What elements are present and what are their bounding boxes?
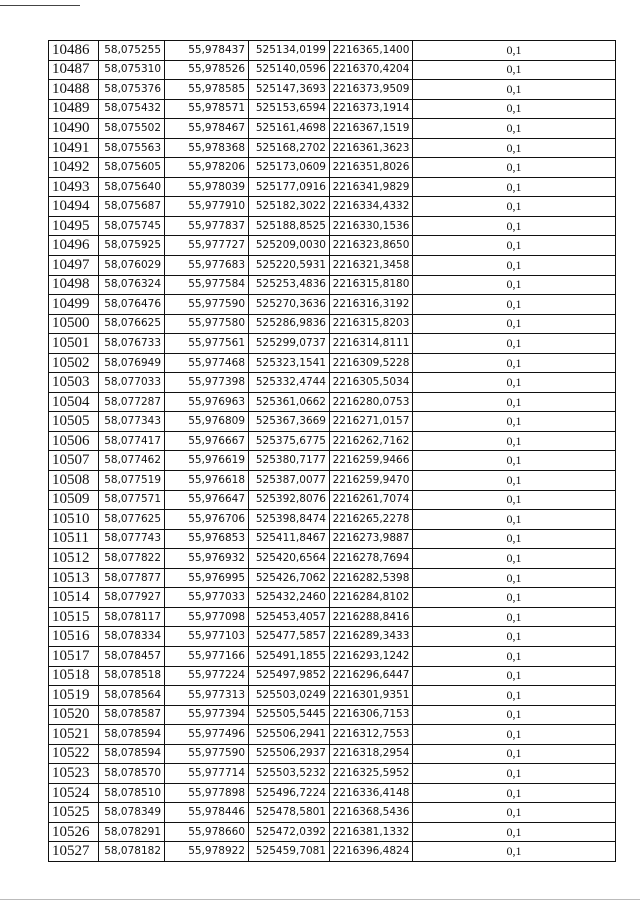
table-row [49,138,616,158]
precision-cell: 0,1 [413,216,616,236]
table-row [49,646,616,666]
point-number: 10490 [49,119,99,139]
point-number: 10509 [49,490,99,510]
point-number: 10512 [49,549,99,569]
y-coordinate-cell: 2216315,8180 [330,275,413,295]
x-coordinate-cell: 525472,0392 [249,822,330,842]
longitude-cell: 55,977683 [165,256,249,276]
point-number: 10510 [49,510,99,530]
precision-cell: 0,1 [413,471,616,491]
y-coordinate-cell: 2216293,1242 [330,646,413,666]
table-row [49,60,616,80]
x-coordinate-cell: 525209,0030 [249,236,330,256]
y-coordinate-cell: 2216284,8102 [330,588,413,608]
longitude-cell: 55,977394 [165,705,249,725]
point-number: 10497 [49,256,99,276]
precision-cell: 0,1 [413,764,616,784]
table-row [49,158,616,178]
point-number: 10503 [49,373,99,393]
longitude-cell: 55,978039 [165,177,249,197]
table-row [49,373,616,393]
y-coordinate-cell: 2216361,3623 [330,138,413,158]
latitude-cell: 58,075687 [99,197,165,217]
x-coordinate-cell: 525380,7177 [249,451,330,471]
precision-cell: 0,1 [413,412,616,432]
longitude-cell: 55,976619 [165,451,249,471]
latitude-cell: 58,077625 [99,510,165,530]
x-coordinate-cell: 525432,2460 [249,588,330,608]
point-number: 10508 [49,471,99,491]
point-number: 10493 [49,177,99,197]
longitude-cell: 55,977727 [165,236,249,256]
x-coordinate-cell: 525459,7081 [249,842,330,862]
table-row [49,666,616,686]
x-coordinate-cell: 525332,4744 [249,373,330,393]
latitude-cell: 58,077877 [99,568,165,588]
point-number: 10494 [49,197,99,217]
precision-cell: 0,1 [413,783,616,803]
table-row [49,236,616,256]
x-coordinate-cell: 525491,1855 [249,646,330,666]
x-coordinate-cell: 525375,6775 [249,431,330,451]
x-coordinate-cell: 525323,1541 [249,353,330,373]
table-row [49,80,616,100]
precision-cell: 0,1 [413,510,616,530]
table-row [49,725,616,745]
latitude-cell: 58,078291 [99,822,165,842]
y-coordinate-cell: 2216309,5228 [330,353,413,373]
y-coordinate-cell: 2216318,2954 [330,744,413,764]
table-row [49,783,616,803]
y-coordinate-cell: 2216265,2278 [330,510,413,530]
latitude-cell: 58,077571 [99,490,165,510]
precision-cell: 0,1 [413,744,616,764]
table-row [49,216,616,236]
x-coordinate-cell: 525177,0916 [249,177,330,197]
longitude-cell: 55,976963 [165,392,249,412]
point-number: 10515 [49,607,99,627]
table-row [49,686,616,706]
point-number: 10492 [49,158,99,178]
y-coordinate-cell: 2216306,7153 [330,705,413,725]
x-coordinate-cell: 525367,3669 [249,412,330,432]
precision-cell: 0,1 [413,353,616,373]
longitude-cell: 55,976618 [165,471,249,491]
longitude-cell: 55,976647 [165,490,249,510]
x-coordinate-cell: 525496,7224 [249,783,330,803]
longitude-cell: 55,976667 [165,431,249,451]
y-coordinate-cell: 2216351,8026 [330,158,413,178]
longitude-cell: 55,978467 [165,119,249,139]
point-number: 10499 [49,295,99,315]
longitude-cell: 55,977584 [165,275,249,295]
latitude-cell: 58,078457 [99,646,165,666]
point-number: 10502 [49,353,99,373]
latitude-cell: 58,076476 [99,295,165,315]
table-row [49,471,616,491]
precision-cell: 0,1 [413,334,616,354]
precision-cell: 0,1 [413,314,616,334]
latitude-cell: 58,078587 [99,705,165,725]
y-coordinate-cell: 2216367,1519 [330,119,413,139]
table-row [49,353,616,373]
point-number: 10516 [49,627,99,647]
longitude-cell: 55,978571 [165,99,249,119]
x-coordinate-cell: 525299,0737 [249,334,330,354]
x-coordinate-cell: 525147,3693 [249,80,330,100]
longitude-cell: 55,977098 [165,607,249,627]
table-body [49,41,616,862]
longitude-cell: 55,977496 [165,725,249,745]
latitude-cell: 58,076029 [99,256,165,276]
precision-cell: 0,1 [413,373,616,393]
latitude-cell: 58,075605 [99,158,165,178]
y-coordinate-cell: 2216301,9351 [330,686,413,706]
point-number: 10486 [49,41,99,61]
precision-cell: 0,1 [413,431,616,451]
precision-cell: 0,1 [413,197,616,217]
y-coordinate-cell: 2216288,8416 [330,607,413,627]
latitude-cell: 58,078570 [99,764,165,784]
point-number: 10511 [49,529,99,549]
x-coordinate-cell: 525503,5232 [249,764,330,784]
x-coordinate-cell: 525506,2937 [249,744,330,764]
point-number: 10518 [49,666,99,686]
point-number: 10487 [49,60,99,80]
table-row [49,510,616,530]
latitude-cell: 58,078117 [99,607,165,627]
y-coordinate-cell: 2216261,7074 [330,490,413,510]
precision-cell: 0,1 [413,138,616,158]
x-coordinate-cell: 525140,0596 [249,60,330,80]
precision-cell: 0,1 [413,627,616,647]
x-coordinate-cell: 525398,8474 [249,510,330,530]
table-row [49,744,616,764]
x-coordinate-cell: 525506,2941 [249,725,330,745]
table-row [49,119,616,139]
point-number: 10491 [49,138,99,158]
precision-cell: 0,1 [413,490,616,510]
point-number: 10488 [49,80,99,100]
precision-cell: 0,1 [413,803,616,823]
point-number: 10489 [49,99,99,119]
latitude-cell: 58,075925 [99,236,165,256]
y-coordinate-cell: 2216314,8111 [330,334,413,354]
y-coordinate-cell: 2216321,3458 [330,256,413,276]
y-coordinate-cell: 2216373,1914 [330,99,413,119]
precision-cell: 0,1 [413,451,616,471]
longitude-cell: 55,978437 [165,41,249,61]
y-coordinate-cell: 2216325,5952 [330,764,413,784]
longitude-cell: 55,977033 [165,588,249,608]
table-row [49,822,616,842]
precision-cell: 0,1 [413,686,616,706]
table-row [49,588,616,608]
latitude-cell: 58,078182 [99,842,165,862]
longitude-cell: 55,976995 [165,568,249,588]
longitude-cell: 55,977580 [165,314,249,334]
x-coordinate-cell: 525134,0199 [249,41,330,61]
longitude-cell: 55,977224 [165,666,249,686]
table-row [49,197,616,217]
precision-cell: 0,1 [413,158,616,178]
longitude-cell: 55,976853 [165,529,249,549]
latitude-cell: 58,075640 [99,177,165,197]
point-number: 10505 [49,412,99,432]
table-row [49,41,616,61]
y-coordinate-cell: 2216273,9887 [330,529,413,549]
table-row [49,412,616,432]
table-row [49,256,616,276]
y-coordinate-cell: 2216365,1400 [330,41,413,61]
y-coordinate-cell: 2216316,3192 [330,295,413,315]
latitude-cell: 58,076733 [99,334,165,354]
y-coordinate-cell: 2216296,6447 [330,666,413,686]
y-coordinate-cell: 2216323,8650 [330,236,413,256]
y-coordinate-cell: 2216368,5436 [330,803,413,823]
x-coordinate-cell: 525270,3636 [249,295,330,315]
precision-cell: 0,1 [413,236,616,256]
precision-cell: 0,1 [413,842,616,862]
latitude-cell: 58,077822 [99,549,165,569]
table-row [49,764,616,784]
y-coordinate-cell: 2216373,9509 [330,80,413,100]
longitude-cell: 55,977561 [165,334,249,354]
precision-cell: 0,1 [413,822,616,842]
longitude-cell: 55,978660 [165,822,249,842]
longitude-cell: 55,977103 [165,627,249,647]
y-coordinate-cell: 2216370,4204 [330,60,413,80]
x-coordinate-cell: 525411,8467 [249,529,330,549]
precision-cell: 0,1 [413,99,616,119]
precision-cell: 0,1 [413,529,616,549]
precision-cell: 0,1 [413,549,616,569]
precision-cell: 0,1 [413,275,616,295]
table-row [49,803,616,823]
y-coordinate-cell: 2216289,3433 [330,627,413,647]
y-coordinate-cell: 2216278,7694 [330,549,413,569]
point-number: 10519 [49,686,99,706]
longitude-cell: 55,977590 [165,744,249,764]
latitude-cell: 58,078594 [99,725,165,745]
point-number: 10498 [49,275,99,295]
precision-cell: 0,1 [413,568,616,588]
table-row [49,275,616,295]
table-row [49,99,616,119]
y-coordinate-cell: 2216330,1536 [330,216,413,236]
latitude-cell: 58,077462 [99,451,165,471]
y-coordinate-cell: 2216381,1332 [330,822,413,842]
point-number: 10523 [49,764,99,784]
longitude-cell: 55,978922 [165,842,249,862]
x-coordinate-cell: 525173,0609 [249,158,330,178]
latitude-cell: 58,076324 [99,275,165,295]
precision-cell: 0,1 [413,60,616,80]
latitude-cell: 58,075745 [99,216,165,236]
x-coordinate-cell: 525478,5801 [249,803,330,823]
point-number: 10526 [49,822,99,842]
precision-cell: 0,1 [413,80,616,100]
x-coordinate-cell: 525477,5857 [249,627,330,647]
longitude-cell: 55,977898 [165,783,249,803]
precision-cell: 0,1 [413,177,616,197]
precision-cell: 0,1 [413,725,616,745]
y-coordinate-cell: 2216334,4332 [330,197,413,217]
point-number: 10504 [49,392,99,412]
table-row [49,431,616,451]
latitude-cell: 58,077343 [99,412,165,432]
precision-cell: 0,1 [413,295,616,315]
y-coordinate-cell: 2216282,5398 [330,568,413,588]
point-number: 10507 [49,451,99,471]
longitude-cell: 55,977468 [165,353,249,373]
longitude-cell: 55,978206 [165,158,249,178]
table-row [49,549,616,569]
point-number: 10514 [49,588,99,608]
y-coordinate-cell: 2216312,7553 [330,725,413,745]
point-number: 10527 [49,842,99,862]
longitude-cell: 55,976809 [165,412,249,432]
point-number: 10500 [49,314,99,334]
latitude-cell: 58,075432 [99,99,165,119]
x-coordinate-cell: 525503,0249 [249,686,330,706]
latitude-cell: 58,078334 [99,627,165,647]
precision-cell: 0,1 [413,41,616,61]
x-coordinate-cell: 525420,6564 [249,549,330,569]
point-number: 10496 [49,236,99,256]
x-coordinate-cell: 525392,8076 [249,490,330,510]
point-number: 10517 [49,646,99,666]
table-row [49,314,616,334]
y-coordinate-cell: 2216305,5034 [330,373,413,393]
precision-cell: 0,1 [413,256,616,276]
point-number: 10524 [49,783,99,803]
table-row [49,607,616,627]
x-coordinate-cell: 525168,2702 [249,138,330,158]
table-row [49,295,616,315]
point-number: 10506 [49,431,99,451]
table-row [49,568,616,588]
latitude-cell: 58,078349 [99,803,165,823]
latitude-cell: 58,075563 [99,138,165,158]
precision-cell: 0,1 [413,607,616,627]
point-number: 10495 [49,216,99,236]
x-coordinate-cell: 525188,8525 [249,216,330,236]
y-coordinate-cell: 2216280,0753 [330,392,413,412]
latitude-cell: 58,077927 [99,588,165,608]
latitude-cell: 58,077519 [99,471,165,491]
point-number: 10525 [49,803,99,823]
table-row [49,177,616,197]
latitude-cell: 58,075255 [99,41,165,61]
table-row [49,529,616,549]
x-coordinate-cell: 525426,7062 [249,568,330,588]
latitude-cell: 58,077743 [99,529,165,549]
table-row [49,842,616,862]
y-coordinate-cell: 2216271,0157 [330,412,413,432]
y-coordinate-cell: 2216262,7162 [330,431,413,451]
latitude-cell: 58,075310 [99,60,165,80]
table-row [49,705,616,725]
table-row [49,490,616,510]
point-number: 10501 [49,334,99,354]
latitude-cell: 58,078594 [99,744,165,764]
longitude-cell: 55,976706 [165,510,249,530]
x-coordinate-cell: 525253,4836 [249,275,330,295]
precision-cell: 0,1 [413,666,616,686]
precision-cell: 0,1 [413,588,616,608]
x-coordinate-cell: 525361,0662 [249,392,330,412]
precision-cell: 0,1 [413,705,616,725]
precision-cell: 0,1 [413,392,616,412]
latitude-cell: 58,077417 [99,431,165,451]
latitude-cell: 58,078518 [99,666,165,686]
latitude-cell: 58,076625 [99,314,165,334]
point-number: 10520 [49,705,99,725]
coordinates-table [48,40,616,862]
longitude-cell: 55,978526 [165,60,249,80]
longitude-cell: 55,978368 [165,138,249,158]
table-row [49,627,616,647]
x-coordinate-cell: 525220,5931 [249,256,330,276]
longitude-cell: 55,977398 [165,373,249,393]
x-coordinate-cell: 525505,5445 [249,705,330,725]
x-coordinate-cell: 525387,0077 [249,471,330,491]
table-row [49,334,616,354]
table-row [49,451,616,471]
top-rule [0,5,80,6]
longitude-cell: 55,977714 [165,764,249,784]
x-coordinate-cell: 525286,9836 [249,314,330,334]
y-coordinate-cell: 2216259,9470 [330,471,413,491]
longitude-cell: 55,977313 [165,686,249,706]
y-coordinate-cell: 2216336,4148 [330,783,413,803]
latitude-cell: 58,077287 [99,392,165,412]
y-coordinate-cell: 2216259,9466 [330,451,413,471]
point-number: 10522 [49,744,99,764]
latitude-cell: 58,075502 [99,119,165,139]
longitude-cell: 55,977837 [165,216,249,236]
point-number: 10513 [49,568,99,588]
latitude-cell: 58,077033 [99,373,165,393]
precision-cell: 0,1 [413,646,616,666]
x-coordinate-cell: 525453,4057 [249,607,330,627]
bottom-rule [0,899,640,900]
x-coordinate-cell: 525497,9852 [249,666,330,686]
x-coordinate-cell: 525182,3022 [249,197,330,217]
point-number: 10521 [49,725,99,745]
y-coordinate-cell: 2216396,4824 [330,842,413,862]
longitude-cell: 55,977590 [165,295,249,315]
y-coordinate-cell: 2216341,9829 [330,177,413,197]
y-coordinate-cell: 2216315,8203 [330,314,413,334]
latitude-cell: 58,076949 [99,353,165,373]
x-coordinate-cell: 525161,4698 [249,119,330,139]
latitude-cell: 58,075376 [99,80,165,100]
longitude-cell: 55,977910 [165,197,249,217]
x-coordinate-cell: 525153,6594 [249,99,330,119]
precision-cell: 0,1 [413,119,616,139]
latitude-cell: 58,078564 [99,686,165,706]
longitude-cell: 55,978446 [165,803,249,823]
latitude-cell: 58,078510 [99,783,165,803]
longitude-cell: 55,978585 [165,80,249,100]
longitude-cell: 55,977166 [165,646,249,666]
longitude-cell: 55,976932 [165,549,249,569]
table-row [49,392,616,412]
